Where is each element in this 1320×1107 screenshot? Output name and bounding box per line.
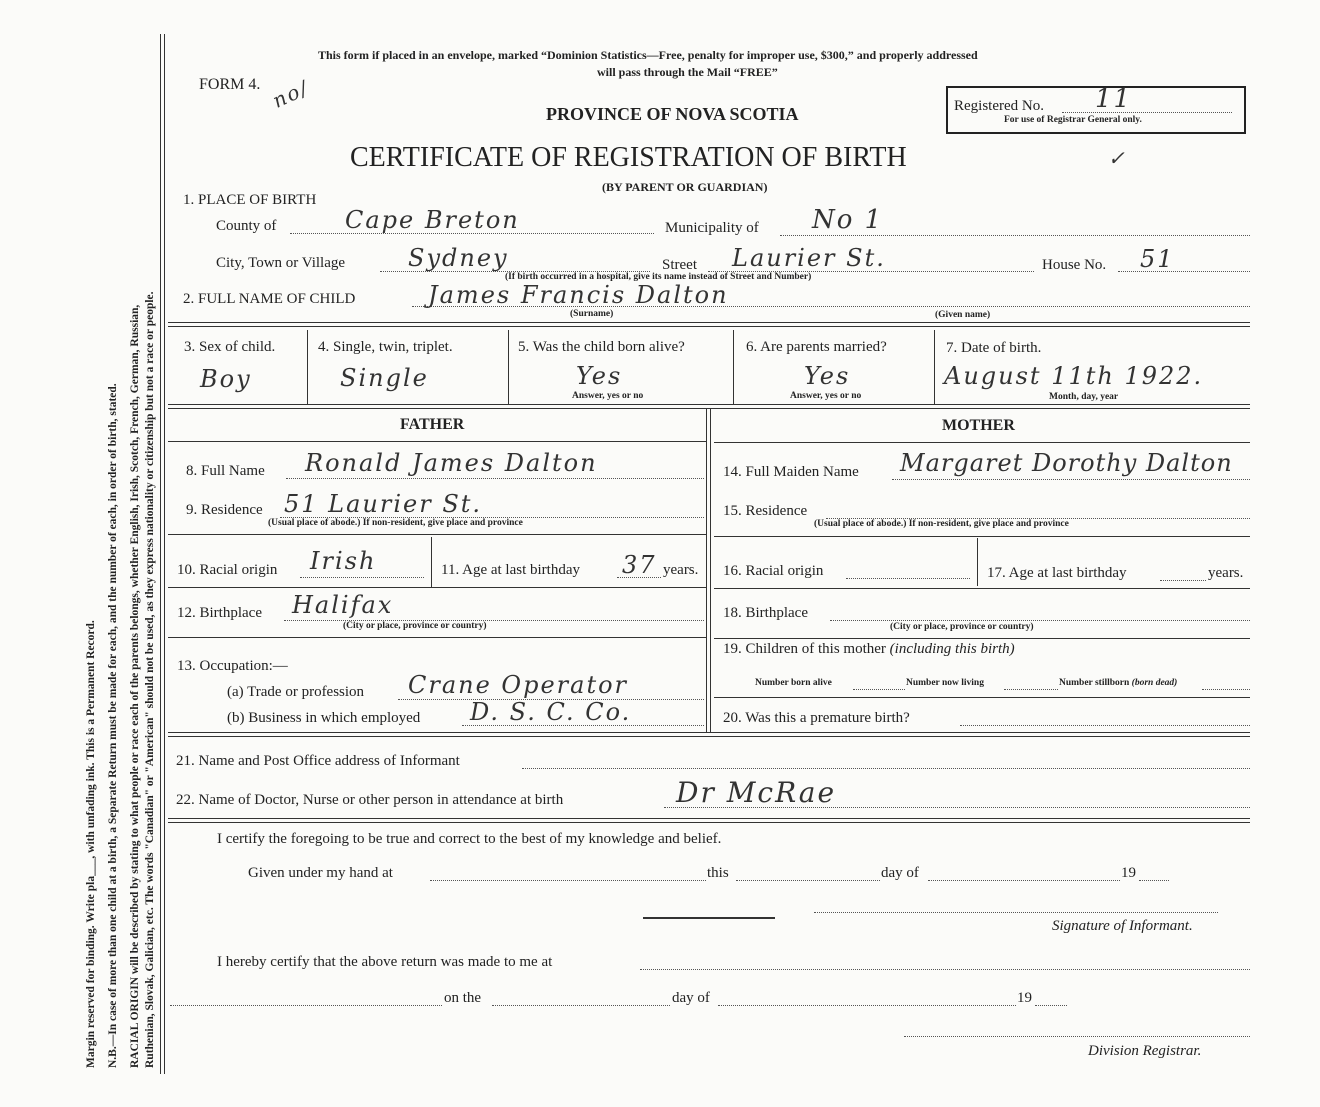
- father-birthplace-value: Halifax: [292, 591, 394, 619]
- father-rule-3: [168, 637, 706, 638]
- on-the-dots: [492, 1005, 670, 1006]
- father-city-note: (City or place, province or country): [343, 621, 487, 631]
- rule-3: [168, 732, 1250, 737]
- form-mark: no/: [268, 75, 313, 113]
- mother-city-note: (City or place, province or country): [890, 622, 1034, 632]
- mother-name-value: Margaret Dorothy Dalton: [900, 449, 1233, 477]
- hospital-note: (If birth occurred in a hospital, give its name instead of Street and Number): [505, 272, 812, 282]
- premature-dots: [960, 725, 1250, 726]
- mother-birthplace-label: 18. Birthplace: [723, 605, 808, 621]
- hereby-dots: [640, 969, 1250, 970]
- day-of-dots-2: [718, 1005, 1016, 1006]
- trade-value: Crane Operator: [408, 671, 629, 699]
- child-name-value: James Francis Dalton: [428, 281, 729, 309]
- alive-value: Yes: [576, 362, 623, 390]
- given-dots: [430, 880, 706, 881]
- born-alive-label: Number born alive: [755, 678, 832, 688]
- city-value: Sydney: [408, 244, 509, 272]
- married-answer-note: Answer, yes or no: [790, 391, 862, 401]
- father-heading: FATHER: [400, 416, 465, 433]
- house-value: 51: [1140, 245, 1175, 273]
- day-of-label-2: day of: [672, 990, 710, 1006]
- born-dead-text: (born dead): [1131, 678, 1178, 688]
- mother-racial-age-divider: [977, 538, 978, 586]
- division-registrar-label: Division Registrar.: [1088, 1043, 1202, 1059]
- mother-residence-label: 15. Residence: [723, 503, 808, 519]
- street-label: Street: [662, 257, 697, 273]
- municipality-dots: [780, 235, 1250, 236]
- county-value: Cape Breton: [345, 206, 520, 234]
- certificate-title: CERTIFICATE OF REGISTRATION OF BIRTH: [350, 142, 907, 173]
- born-alive-dots: [853, 689, 905, 690]
- rule-4: [168, 818, 1250, 823]
- mother-rule-4: [714, 697, 1250, 698]
- mail-notice-free: will pass through the Mail “FREE”: [597, 65, 778, 79]
- child-name-label: 2. FULL NAME OF CHILD: [183, 291, 356, 307]
- binding-rule: [160, 34, 165, 1074]
- signature-informant-label: Signature of Informant.: [1052, 918, 1193, 934]
- father-abode-note: (Usual place of abode.) If non-resident, give place and province: [268, 518, 523, 528]
- municipality-label: Municipality of: [665, 220, 759, 236]
- this-dots: [736, 880, 880, 881]
- margin-note-binding: Margin reserved for binding. Write pla___, with unfading ink. This is a Permanent Record.: [85, 620, 97, 1068]
- day-of-dots: [928, 880, 1120, 881]
- short-rule: [643, 917, 775, 919]
- children-label-text: 19. Children of this mother: [723, 641, 886, 657]
- father-heading-rule: [168, 441, 706, 442]
- father-name-label: 8. Full Name: [186, 463, 265, 479]
- mother-years-label: years.: [1208, 565, 1244, 581]
- father-age-label: 11. Age at last birthday: [441, 562, 580, 578]
- father-residence-label: 9. Residence: [186, 502, 263, 518]
- city-label: City, Town or Village: [216, 255, 346, 271]
- place-of-birth-label: 1. PLACE OF BIRTH: [183, 192, 317, 208]
- father-name-value: Ronald James Dalton: [305, 449, 598, 477]
- mother-racial-dots: [846, 578, 970, 579]
- divider-3-4: [307, 330, 308, 404]
- father-racial-value: Irish: [310, 547, 377, 575]
- single-value: Single: [340, 364, 429, 392]
- married-label: 6. Are parents married?: [746, 339, 887, 355]
- children-label-italic: (including this birth): [889, 641, 1015, 657]
- mother-heading: MOTHER: [942, 417, 1015, 434]
- signature-dots: [814, 912, 1218, 913]
- father-rule-2: [168, 587, 706, 588]
- dob-label: 7. Date of birth.: [946, 340, 1042, 356]
- trade-label: (a) Trade or profession: [227, 684, 365, 700]
- alive-answer-note: Answer, yes or no: [572, 391, 644, 401]
- mother-rule-3: [714, 638, 1250, 639]
- father-rule-1: [168, 534, 706, 535]
- stillborn-dots: [1202, 689, 1250, 690]
- check-mark: ✓: [1108, 146, 1127, 170]
- doctor-label: 22. Name of Doctor, Nurse or other person in attendance at birth: [176, 792, 564, 808]
- mother-age-label: 17. Age at last birthday: [987, 565, 1127, 581]
- year-prefix: 19: [1121, 865, 1136, 881]
- father-name-dots: [286, 478, 704, 479]
- premature-label: 20. Was this a premature birth?: [723, 710, 910, 726]
- mail-notice: This form if placed in an envelope, marked “Dominion Statistics—Free, penalty for improper use, $300,” and properly addressed: [318, 48, 978, 62]
- registered-note: For use of Registrar General only.: [1004, 115, 1142, 125]
- business-value: D. S. C. Co.: [470, 698, 632, 726]
- children-label: [723, 642, 1015, 657]
- surname-note: (Surname): [570, 309, 614, 319]
- father-racial-dots: [300, 577, 424, 578]
- certificate-subtitle: (BY PARENT OR GUARDIAN): [602, 180, 768, 194]
- province-heading: PROVINCE OF NOVA SCOTIA: [546, 104, 799, 124]
- stillborn-text: Number stillborn: [1059, 678, 1130, 688]
- sex-label: 3. Sex of child.: [184, 339, 276, 355]
- registered-label: Registered No.: [954, 98, 1044, 114]
- mother-abode-note: (Usual place of abode.) If non-resident, give place and province: [814, 519, 1069, 529]
- mother-rule-2: [714, 588, 1250, 589]
- on-the-label: on the: [444, 990, 482, 1006]
- married-value: Yes: [804, 362, 851, 390]
- form-number: FORM 4.: [199, 76, 261, 93]
- divider-5-6: [733, 330, 734, 404]
- mother-age-dots: [1160, 580, 1206, 581]
- mother-name-label: 14. Full Maiden Name: [723, 464, 859, 480]
- house-label: House No.: [1042, 257, 1107, 273]
- alive-label: 5. Was the child born alive?: [518, 339, 685, 355]
- father-residence-value: 51 Laurier St.: [284, 490, 483, 518]
- given-name-note: (Given name): [935, 310, 991, 320]
- street-value: Laurier St.: [732, 244, 886, 272]
- margin-note-racial-cont: Ruthenian, Slovak, Galician, etc. The words "Canadian" or "American" should not be used, as they express nationality or citizenship but not a race or people.: [144, 291, 156, 1068]
- registered-value: 11: [1095, 84, 1133, 114]
- father-racial-age-divider: [431, 537, 432, 587]
- given-label: Given under my hand at: [248, 865, 393, 881]
- day-of-label: day of: [881, 865, 919, 881]
- stillborn-label: [1059, 679, 1177, 689]
- business-label: (b) Business in which employed: [227, 710, 421, 726]
- father-racial-label: 10. Racial origin: [177, 562, 278, 578]
- now-living-dots: [1004, 689, 1058, 690]
- father-birthplace-label: 12. Birthplace: [177, 605, 262, 621]
- year-dots-2: [1035, 1005, 1067, 1006]
- father-age-value: 37: [622, 551, 657, 579]
- dob-value: August 11th 1922.: [944, 362, 1204, 390]
- now-living-label: Number now living: [906, 678, 984, 688]
- municipality-value: No 1: [812, 205, 884, 235]
- divider-6-7: [934, 330, 935, 404]
- certify-text: I certify the foregoing to be true and correct to the best of my knowledge and belief.: [217, 831, 722, 847]
- informant-label: 21. Name and Post Office address of Informant: [176, 753, 460, 769]
- mother-name-dots: [892, 479, 1250, 480]
- mother-racial-label: 16. Racial origin: [723, 563, 824, 579]
- rule-1: [168, 322, 1250, 327]
- house-dots: [1118, 271, 1250, 272]
- doctor-value: Dr McRae: [676, 776, 837, 809]
- hereby-text: I hereby certify that the above return was made to me at: [217, 954, 553, 970]
- year-prefix-2: 19: [1017, 990, 1032, 1006]
- single-label: 4. Single, twin, triplet.: [318, 339, 453, 355]
- informant-dots: [522, 768, 1250, 769]
- occupation-label: 13. Occupation:—: [177, 658, 288, 674]
- on-the-lead-dots: [170, 1005, 442, 1006]
- divider-4-5: [508, 330, 509, 404]
- father-mother-divider: [706, 408, 711, 732]
- registrar-dots: [904, 1036, 1250, 1037]
- dob-note: Month, day, year: [1049, 392, 1119, 402]
- father-years-label: years.: [663, 562, 699, 578]
- mother-rule-1: [714, 536, 1250, 537]
- this-label: this: [707, 865, 729, 881]
- county-label: County of: [216, 218, 277, 234]
- sex-value: Boy: [200, 365, 252, 393]
- mother-heading-rule: [714, 442, 1250, 443]
- registered-dots: [1062, 112, 1232, 113]
- mother-birthplace-dots: [830, 620, 1250, 621]
- margin-note-nb: N.B.—In case of more than one child at a birth, a Separate Return must be made for each, and the number of each, in order of birth, stated.: [107, 383, 119, 1068]
- year-dots: [1139, 880, 1169, 881]
- margin-note-racial: RACIAL ORIGIN will be described by stating to what people or race each of the parents belongs, whether English, Irish, Scotch, French, German, Russian,: [129, 304, 141, 1068]
